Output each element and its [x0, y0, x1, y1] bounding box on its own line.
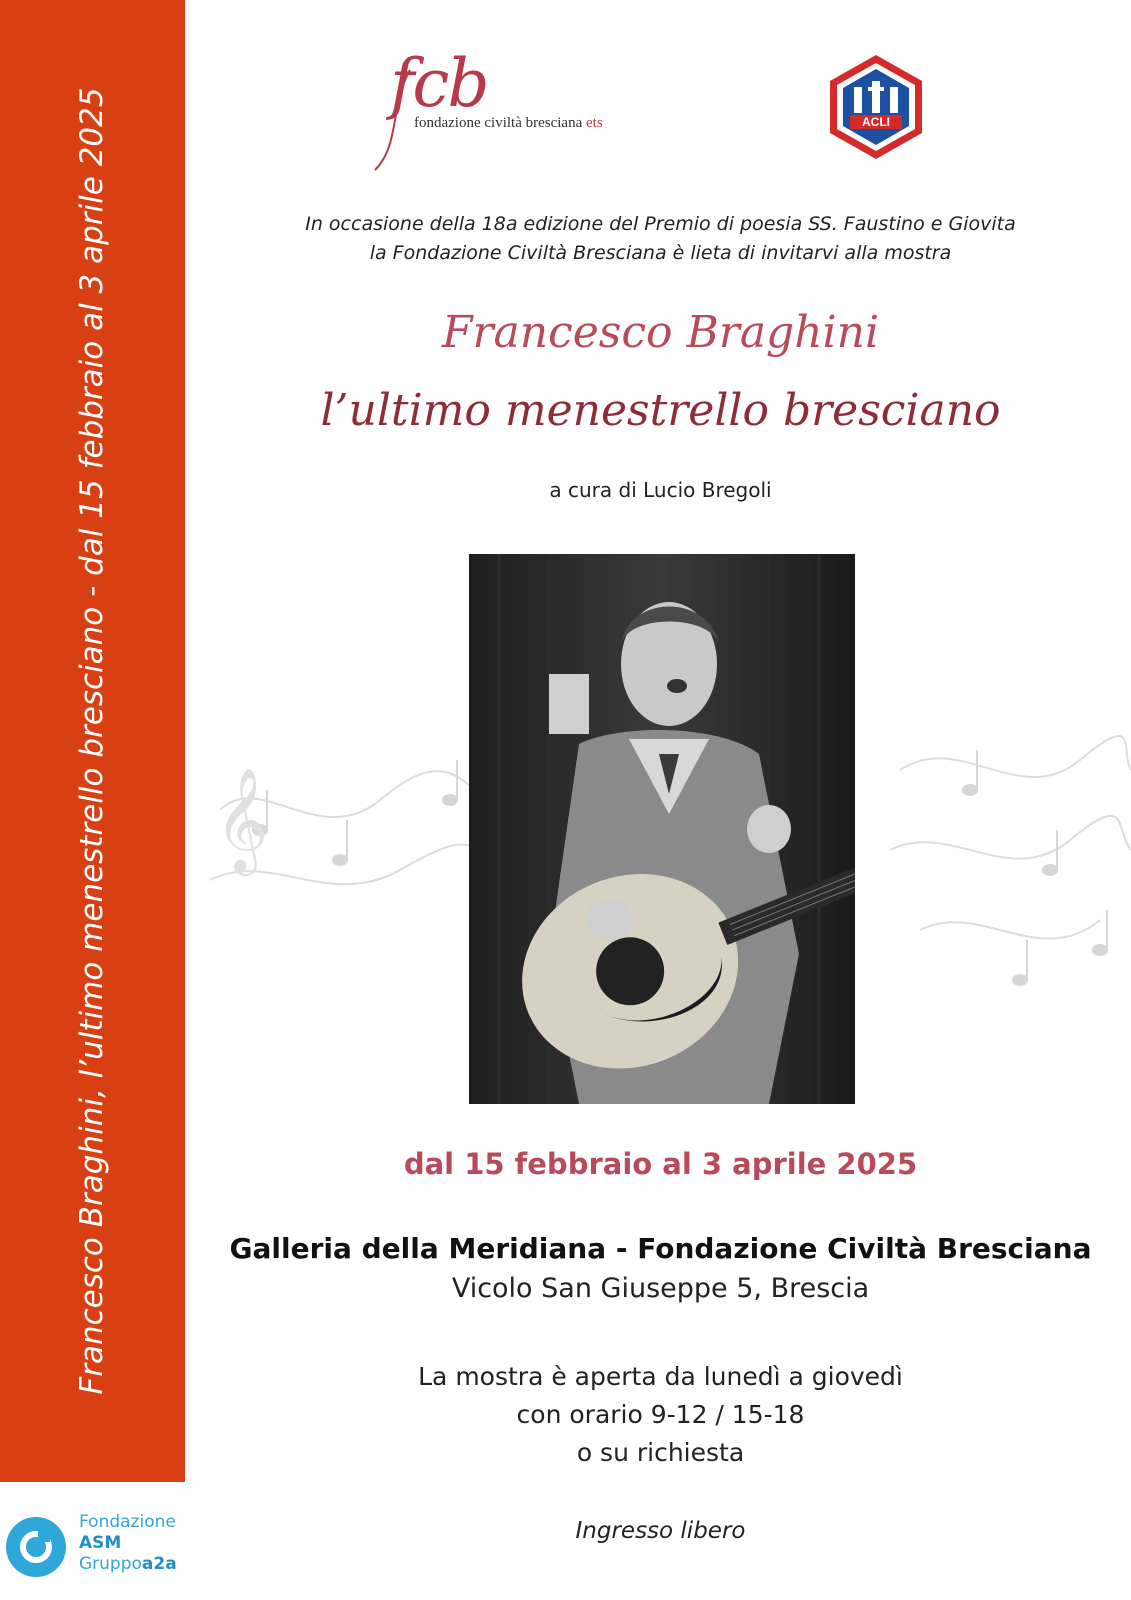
- fcb-logo-mark: fcb: [390, 45, 488, 122]
- exhibition-subtitle: l’ultimo menestrello bresciano: [320, 385, 1001, 436]
- sidebar-vertical-text: Francesco Braghini, l’ultimo menestrello bresciano - dal 15 febbraio al 3 aprile 2025: [74, 87, 110, 1395]
- asm-line-2: ASM: [79, 1533, 122, 1553]
- fcb-logo-suffix: ets: [586, 115, 603, 131]
- asm-logo-text: [79, 1512, 177, 1575]
- exhibition-title: Francesco Braghini: [441, 307, 880, 358]
- acli-logo-label: ACLI: [862, 115, 890, 129]
- fcb-logo-name: fondazione civiltà bresciana: [414, 115, 583, 131]
- opening-on-request: o su richiesta: [576, 1438, 745, 1467]
- opening-hours: con orario 9-12 / 15-18: [516, 1400, 805, 1429]
- curator-line: a cura di Lucio Bregoli: [549, 478, 772, 502]
- asm-logo-icon: [5, 1516, 67, 1578]
- opening-days: La mostra è aperta da lunedì a giovedì: [418, 1362, 903, 1391]
- venue-name: Galleria della Meridiana - Fondazione Civiltà Bresciana: [229, 1232, 1092, 1265]
- asm-brand: a2a: [141, 1554, 177, 1574]
- asm-line-1: Fondazione: [79, 1512, 176, 1532]
- exhibition-dates: dal 15 febbraio al 3 aprile 2025: [403, 1147, 918, 1181]
- free-entry-note: Ingresso libero: [575, 1518, 746, 1544]
- asm-line-3: Gruppo: [79, 1554, 142, 1574]
- fcb-logo-text: [414, 115, 603, 132]
- performer-photo: [469, 554, 855, 1104]
- intro-line-1: In occasione della 18a edizione del Premio di poesia SS. Faustino e Giovita: [305, 213, 1016, 235]
- intro-line-2: la Fondazione Civiltà Bresciana è lieta di invitarvi alla mostra: [369, 242, 952, 264]
- acli-logo: [826, 53, 926, 161]
- fondazione-asm-logo: [5, 1508, 205, 1583]
- venue-address: Vicolo San Giuseppe 5, Brescia: [451, 1273, 870, 1304]
- fcb-logo: [370, 45, 670, 175]
- svg-text:𝄞: 𝄞: [215, 767, 269, 872]
